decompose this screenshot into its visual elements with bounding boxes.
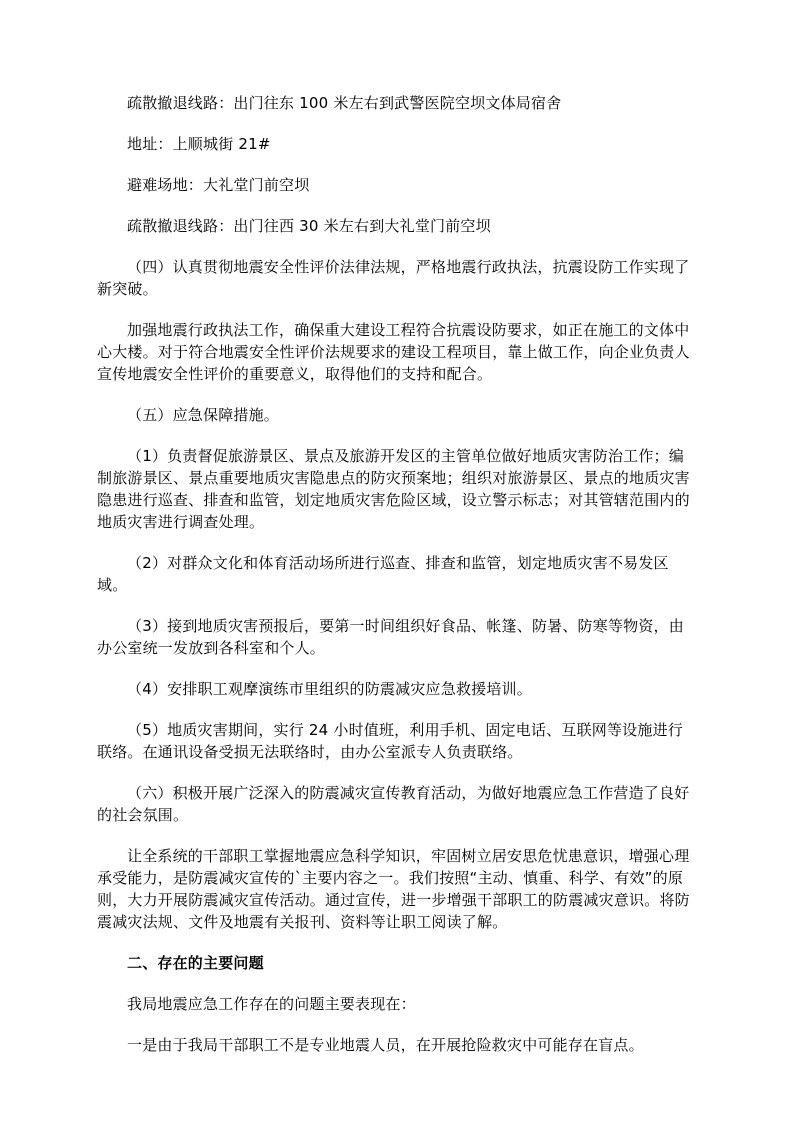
- address-line: 地址：上顺城街 21#: [127, 135, 271, 153]
- measure-item-2: （2）对群众文化和体育活动场所进行巡查、排查和监管，划定地质灾害不易发区域。: [97, 554, 669, 594]
- evacuation-route-east: 疏散撤退线路：出门往东 100 米左右到武警医院空坝文体局宿舍: [127, 94, 562, 112]
- publicity-paragraph: 让全系统的干部职工掌握地震应急科学知识，牢固树立居安思危忧患意识，增强心理承受能力，是防震减灾宣传的`主要内容之一。我们按照“主动、慎重、科学、有效”的原则，大力开展防震减灾宣传活动。通过宣传，进一步增强干部职工的防震减灾意识。将防震减灾法规、文件及地震有关报刊、资料等让职工阅读了解。: [97, 847, 690, 931]
- evacuation-route-west: 疏散撤退线路：出门往西 30 米左右到大礼堂门前空坝: [127, 217, 491, 235]
- law-enforcement-paragraph: 加强地震行政执法工作，确保重大建设工程符合抗震设防要求，如正在施工的文体中心大楼。对于符合地震安全性评价法规要求的建设工程项目，靠上做工作，向企业负责人宣传地震安全性评价的重要意义，取得他们的支持和配合。: [97, 321, 690, 383]
- section-four-paragraph: （四）认真贯彻地震安全性评价法律法规，严格地震行政执法，抗震设防工作实现了新突破。: [97, 258, 690, 298]
- problems-intro: 我局地震应急工作存在的问题主要表现在：: [127, 995, 416, 1013]
- document-body: [97, 92, 697, 1075]
- measure-item-1: （1）负责督促旅游景区、景点及旅游开发区的主管单位做好地质灾害防治工作；编制旅游景区、景点重要地质灾害隐患点的防灾预案地；组织对旅游景区、景点的地质灾害隐患进行巡查、排查和监管，划定地质灾害危险区域，设立警示标志；对其管辖范围内的地质灾害进行调查处理。: [97, 447, 690, 531]
- measure-item-3: （3）接到地质灾害预报后，要第一时间组织好食品、帐篷、防暑、防寒等物资，由办公室统一发放到各科室和个人。: [97, 617, 684, 657]
- problem-item-1: 一是由于我局干部职工不是专业地震人员，在开展抢险救灾中可能存在盲点。: [127, 1036, 644, 1054]
- section-six-paragraph: （六）积极开展广泛深入的防震减灾宣传教育活动，为做好地震应急工作营造了良好的社会氛围。: [97, 784, 690, 824]
- section-five-title: （五）应急保障措施。: [127, 406, 280, 424]
- measure-item-4: （4）安排职工观摩演练市里组织的防震减灾应急救援培训。: [127, 680, 532, 698]
- section-heading-problems: 二、存在的主要问题: [127, 954, 264, 972]
- shelter-site: 避难场地：大礼堂门前空坝: [127, 176, 310, 194]
- measure-item-5: （5）地质灾害期间，实行 24 小时值班，利用手机、固定电话、互联网等设施进行联络。在通讯设备受损无法联络时，由办公室派专人负责联络。: [97, 721, 683, 761]
